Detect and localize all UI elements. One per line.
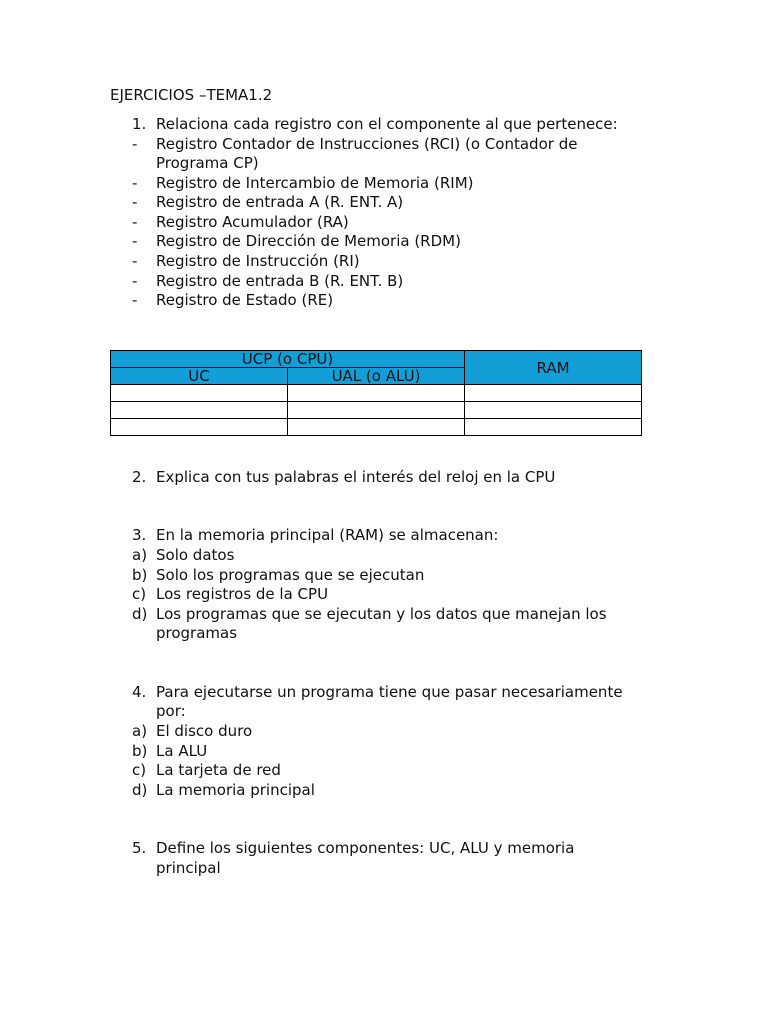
option-marker: b) [132,566,148,584]
register-table [110,350,642,436]
table-cell[interactable] [465,419,642,436]
list-item-text: Registro de Intercambio de Memoria (RIM) [156,174,474,192]
dash-bullet: - [132,193,138,211]
list-item-text: Registro de Estado (RE) [156,291,334,309]
question-text: Define los siguientes componentes: UC, ALU y memoria [156,839,575,857]
list-item-text: Registro Contador de Instrucciones (RCI) (o Contador de [156,135,578,153]
list-item-text: Registro Acumulador (RA) [156,213,349,231]
dash-bullet: - [132,174,138,192]
list-item-text: Registro de Instrucción (RI) [156,252,360,270]
dash-bullet: - [132,135,138,153]
option-text: Solo los programas que se ejecutan [156,566,425,584]
question-text: Para ejecutarse un programa tiene que pasar necesariamente [156,683,623,701]
question-text: por: [156,702,186,720]
option-marker: c) [132,761,147,779]
dash-bullet: - [132,252,138,270]
question-number: 1. [132,115,147,133]
dash-bullet: - [132,232,138,250]
page-title: EJERCICIOS –TEMA1.2 [110,86,273,104]
ucp-header: UCP (o CPU) [111,351,465,368]
uc-header: UC [111,368,288,385]
option-text: Los registros de la CPU [156,585,329,603]
option-text: La ALU [156,742,208,760]
list-item-text: Programa CP) [156,154,259,172]
list-item-text: Registro de entrada A (R. ENT. A) [156,193,404,211]
option-text: programas [156,624,238,642]
question-number: 3. [132,526,147,544]
question-text: principal [156,859,221,877]
table-cell[interactable] [465,402,642,419]
option-marker: a) [132,546,148,564]
table-cell[interactable] [111,419,288,436]
dash-bullet: - [132,213,138,231]
question-number: 5. [132,839,147,857]
table-cell[interactable] [288,402,465,419]
list-item-text: Registro de entrada B (R. ENT. B) [156,272,404,290]
question-number: 4. [132,683,147,701]
option-text: La tarjeta de red [156,761,281,779]
table-cell[interactable] [465,385,642,402]
table-cell[interactable] [288,419,465,436]
option-text: Solo datos [156,546,235,564]
table-cell[interactable] [111,402,288,419]
question-number: 2. [132,468,147,486]
ual-header: UAL (o ALU) [288,368,465,385]
option-marker: d) [132,605,148,623]
option-marker: b) [132,742,148,760]
option-text: Los programas que se ejecutan y los datos que manejan los [156,605,607,623]
question-text: Relaciona cada registro con el componente al que pertenece: [156,115,618,133]
option-marker: a) [132,722,148,740]
list-item-text: Registro de Dirección de Memoria (RDM) [156,232,461,250]
option-text: La memoria principal [156,781,315,799]
dash-bullet: - [132,291,138,309]
table-row [111,385,642,402]
table-cell[interactable] [111,385,288,402]
ram-header: RAM [465,351,642,385]
table-row [111,402,642,419]
question-text: Explica con tus palabras el interés del reloj en la CPU [156,468,556,486]
table-cell[interactable] [288,385,465,402]
question-text: En la memoria principal (RAM) se almacenan: [156,526,499,544]
option-text: El disco duro [156,722,253,740]
dash-bullet: - [132,272,138,290]
option-marker: d) [132,781,148,799]
option-marker: c) [132,585,147,603]
table-row [111,419,642,436]
